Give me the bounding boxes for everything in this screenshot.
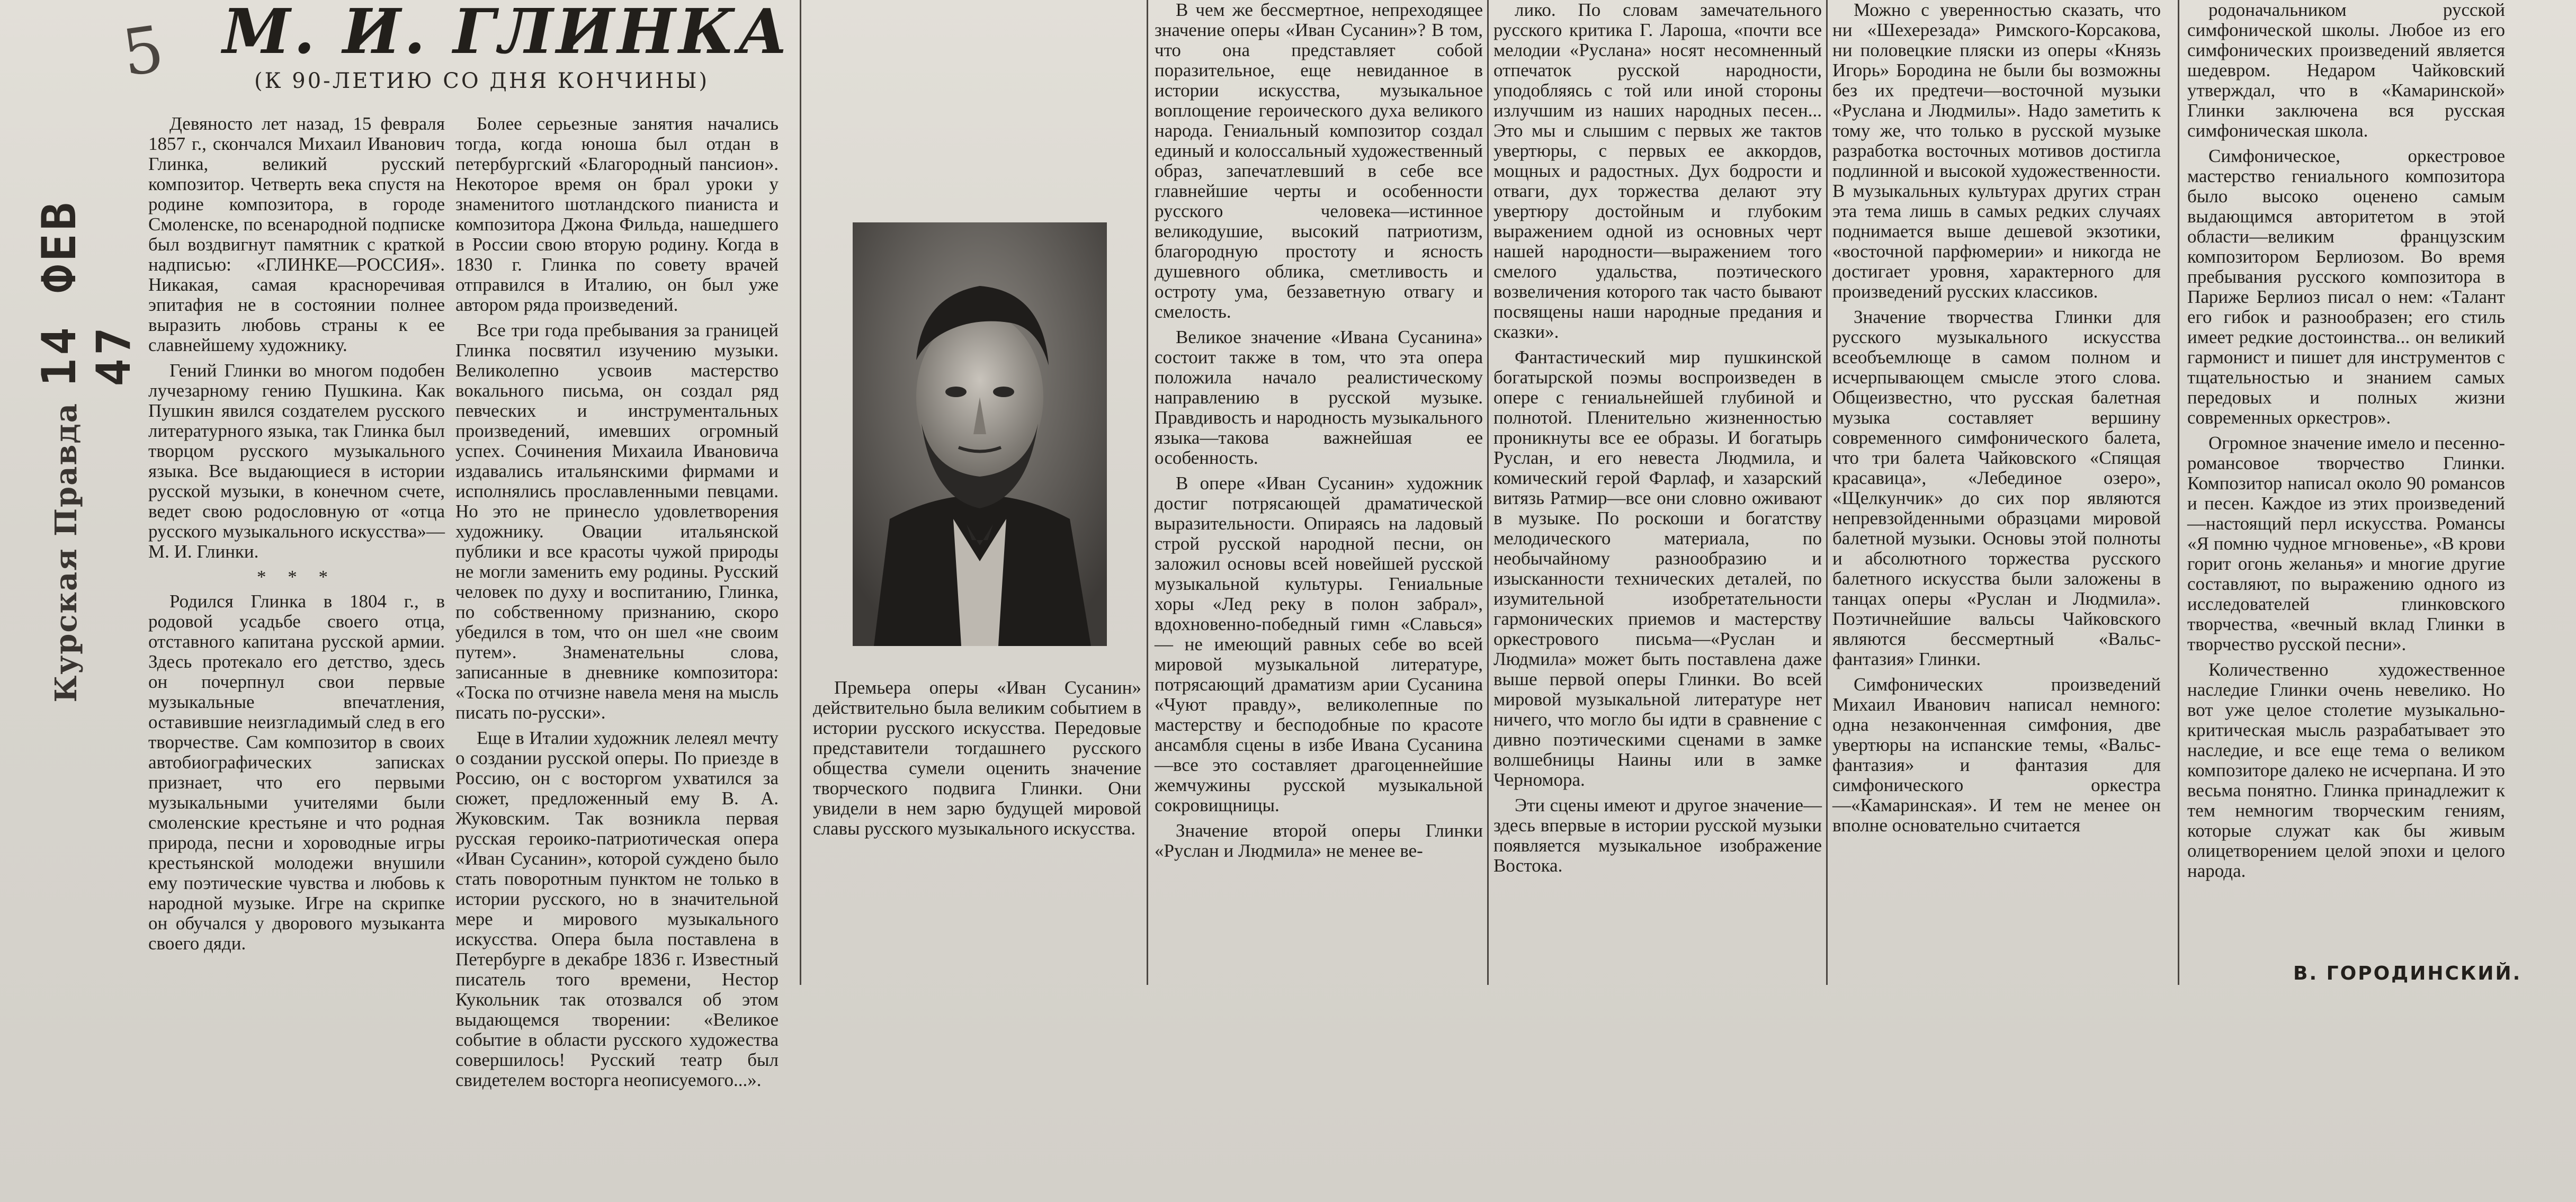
column-rule <box>1826 0 1828 985</box>
paragraph: Премьера оперы «Иван Сусанин» действительно была великим событием в истории русского искусства. Передовые представители тогдашнего русского общества сумели оценить значение творческого подвига Глинки. Они увидели в нем зарю будущей мировой славы русского музыкального искусства. <box>813 677 1141 839</box>
date-stamp-text: 14 ФЕВ 47 <box>32 199 141 387</box>
column-rule <box>800 0 801 985</box>
date-stamp <box>32 111 141 387</box>
section-divider: * * * <box>257 567 336 587</box>
paragraph: Более серьезные занятия начались тогда, когда юноша был отдан в петербургский «Благородный пансион». Некоторое время он брал уроки у знаменитого шотландского пианиста и композитора Джона Фильда, нашедшего в России свою вторую родину. Когда в 1830 г. Глинка по совету врачей отправился в Италию, он был уже автором ряда произведений. <box>455 113 779 315</box>
paragraph: Симфонических произведений Михаил Иванович написал немного: одна незаконченная симфония, две увертюры на испанские темы, «Вальс-фантазия» и фантазия для симфонического оркестра—«Камаринская». И тем не менее он вполне основательно считается <box>1832 674 2161 836</box>
column-rule <box>1147 0 1148 985</box>
portrait-illustration <box>853 222 1107 646</box>
paragraph: Огромное значение имело и песенно-романсовое творчество Глинки. Композитор написал около 90 романсов и песен. Каждое из этих произведений—настоящий перл искусства. Романсы «Я помню чудное мгновенье», «В крови горит огонь желанья» и многие другие составляют, по выражению одного из исследователей глинковского творчества, «вечный вклад Глинки в творчество русской песни». <box>2187 433 2505 654</box>
paragraph: Значение творчества Глинки для русского музыкального искусства всеобъемлюще в самом полном и исчерпывающем смысле этого слова. Общеизвестно, что русская балетная музыка составляет вершину современного симфонического балета, что три балета Чайковского «Спящая красавица», «Лебединое озеро», «Щелкунчик» до сих пор являются непревзойденными образцами мировой балетной музыки. Основы этой полноты и абсолютного торжества русского балетного искусства были заложены в танцах оперы «Руслан и Людмила». Поэтичнейшие вальсы Чайковского являются бессмертный «Вальс-фантазия» Глинки. <box>1832 307 2161 669</box>
author-signature: В. ГОРОДИНСКИЙ. <box>2293 963 2522 984</box>
handwritten-number: 5 <box>118 12 168 91</box>
paragraph: родоначальником русской симфонической школы. Любое из его симфонических произведений является шедевром. Недаром Чайковский утверждал, что в «Камаринской» Глинки заключена вся русская симфоническая школа. <box>2187 0 2505 141</box>
paragraph: Симфоническое, оркестровое мастерство гениального композитора было высоко оценено самым выдающимся авторитетом в этой области—великим французским композитором Берлиозом. Во время пребывания русского композитора в Париже Берлиоз писал о нем: «Талант его гибок и разнообразен; его стиль имеет редкие достоинства... он великий гармонист и пишет для инструментов с тщательностью и знанием самых передовых и полных жизни современных оркестров». <box>2187 146 2505 428</box>
paragraph: лико. По словам замечательного русского критика Г. Лароша, «почти все мелодии «Руслана» носят несомненный отпечаток русской народности, уподобляясь с той или иной стороны излучшим из наших народных песен... Это мы и слышим с первых же тактов увертюры, с первых ее аккордов, мощных и радостных. Дух бодрости и отваги, дух торжества делают эту увертюру достойным и глубоким выражением одной из основных черт нашей народности—выражением того смелого удальства, поэтического возвеличения которого так часто бывают посвящены наши народные предания и сказки». <box>1493 0 1822 342</box>
paragraph: Значение второй оперы Глинки «Руслан и Людмила» не менее ве- <box>1155 820 1483 861</box>
paragraph: В чем же бессмертное, непреходящее значение оперы «Иван Сусанин»? В том, что она представляет собой поразительное, еще невиданное в истории искусства, музыкальное воплощение героического духа великого народа. Гениальный композитор создал единый и колоссальный художественный образ, запечатлевший в себе все главнейшие черты и особенности русского человека—истинное великодушие, высокий патриотизм, благородную простоту и ясность душевного облика, сметливость и остроту ума, беззаветную отвагу и смелость. <box>1155 0 1483 322</box>
article-subtitle: (К 90-ЛЕТИЮ СО ДНЯ КОНЧИНЫ) <box>254 69 710 93</box>
article-column-5 <box>1493 0 1822 985</box>
paragraph: В опере «Иван Сусанин» художник достиг потрясающей драматической выразительности. Опираясь на ладовый строй русской народной песни, он заложил основы всей новейшей русской музыкальной культуры. Гениальные хоры «Лед реку в полон забрал», вдохновенно-победный гимн «Славься» — не имеющий равных себе во всей мировой музыкальной литературе, потрясающий драматизм арии Сусанина «Чуют правду», великолепные по мастерству и бесподобные по красоте ансамбля сцены в избе Ивана Сусанина—все это составляет драгоценнейшие жемчужины русской музыкальной сокровищницы. <box>1155 473 1483 815</box>
paragraph: Эти сцены имеют и другое значение—здесь впервые в истории русской музыки появляется музыкальное изображение Востока. <box>1493 795 1822 876</box>
article-column-3-bottom <box>813 678 1141 974</box>
paragraph: Количественно художественное наследие Глинки очень невелико. Но вот уже целое столетие музыкально-критическая мысль разрабатывает это наследие, и все еще тема о великом композиторе далеко не исчерпана. И это весьма понятно. Глинка принадлежит к тем немногим творческим гениям, которые служат как бы живым олицетворением целой эпохи и целого народа. <box>2187 659 2505 881</box>
newspaper-source-label: Курская Правда <box>49 402 84 703</box>
paragraph: Великое значение «Ивана Сусанина» состоит также в том, что эта опера положила начало реалистическому направлению в русской музыке. Правдивость и народность музыкального языка—такова важнейшая ее особенность. <box>1155 327 1483 468</box>
column-rule <box>2178 0 2179 985</box>
paragraph: Гений Глинки во многом подобен лучезарному гению Пушкина. Как Пушкин явился создателем русского литературного языка, так Глинка был творцом русского музыкального языка. Все выдающиеся в истории русской музыки, в конечном счете, ведет свою родословную от «отца русского музыкального искусства»—М. И. Глинки. <box>148 360 445 562</box>
column-rule <box>1487 0 1489 985</box>
paragraph: Родился Глинка в 1804 г., в родовой усадьбе своего отца, отставного капитана русской армии. Здесь протекало его детство, здесь он почерпнул свои первые музыкальные впечатления, оставившие неизгладимый след в его творчестве. Сам композитор в своих автобиографических записках признает, что его первыми музыкальными учителями были смоленские крестьяне и что родная природа, песни и хороводные игры крестьянской молодежи внушили ему поэтические чувства и любовь к народной музыке. Игре на скрипке он обучался у дворового музыканта своего дяди. <box>148 591 445 954</box>
paragraph: Можно с уверенностью сказать, что ни «Шехерезада» Римского-Корсакова, ни половецкие пляски из оперы «Князь Игорь» Бородина не были бы возможны без их предтечи—восточной музыки «Руслана и Людмилы». Надо заметить к тому же, что только в русской музыке разработка восточных мотивов достигла подлинной и высокой художественности. В музыкальных культурах других стран эта тема лишь в самых редких случаях поднимается выше дешевой экзотики, «восточной парфюмерии» и никогда не достигает уровня, характерного для произведений русских классиков. <box>1832 0 2161 302</box>
paragraph: Девяносто лет назад, 15 февраля 1857 г., скончался Михаил Иванович Глинка, великий русский композитор. Четверть века спустя на родине композитора, в городе Смоленске, по всенародной подписке был воздвигнут памятник с краткой надписью: «ГЛИНКЕ—РОССИЯ». Никакая, самая красноречивая эпитафия не в состоянии полнее выразить любовь страны к ее славнейшему художнику. <box>148 113 445 355</box>
article-column-6 <box>1832 0 2161 985</box>
glinka-portrait-image <box>853 222 1107 646</box>
paragraph: Еще в Италии художник лелеял мечту о создании русской оперы. По приезде в Россию, он с восторгом ухватился за сюжет, предложенный ему В. А. Жуковским. Так возникла первая русская героико-патриотическая опера «Иван Сусанин», которой суждено было стать поворотным пунктом не только в истории русского, но в значительной мере и мирового музыкального искусства. Опера была поставлена в Петербурге в декабре 1836 г. Известный писатель того времени, Нестор Кукольник так отозвался об этом выдающемся творении: «Великое событие в области русского художества совершилось! Русский театр был свидетелем восторга неописуемого...». <box>455 728 779 1090</box>
article-headline: М. И. ГЛИНКА <box>222 0 791 68</box>
article-column-7 <box>2187 0 2505 985</box>
article-column-2 <box>455 113 779 1090</box>
paragraph: Все три года пребывания за границей Глинка посвятил изучению музыки. Великолепно усвоив мастерство вокального письма, он создал ряд певческих и инструментальных произведений, имевших огромный успех. Сочинения Михаила Ивановича издавались итальянскими фирмами и исполнялись прославленными певцами. Но это не принесло удовлетворения художнику. Овации итальянской публики и все красоты чужой природы не могли заменить ему родины. Русский человек по духу и воспитанию, Глинка, по собственному признанию, скоро убедился в том, что он шел «не своим путем». Знаменательны слова, записанные в дневнике композитора: «Тоска по отчизне навела меня на мысль писать по-русски». <box>455 320 779 723</box>
paragraph: Фантастический мир пушкинской богатырской поэмы воспроизведен в опере с гениальнейшей глубиной и полнотой. Пленительно жизненностью проникнуты все ее образы. И богатырь Руслан, и его невеста Людмила, и комический герой Фарлаф, и хазарский витязь Ратмир—все они словно оживают в музыке. По роскоши и богатству мелодического материала, по необычайному разнообразию и изысканности технических деталей, по изумительной изобретательности гармонических приемов и мастерству оркестрового письма—«Руслан и Людмила» может быть поставлена даже выше первой оперы Глинки. Во всей мировой музыкальной литературе нет ничего, что могло бы идти в сравнение с дивно поэтическими сценами в замке волшебницы Наины или в замке Черномора. <box>1493 347 1822 790</box>
article-column-1 <box>148 114 445 982</box>
article-column-4 <box>1155 0 1483 985</box>
